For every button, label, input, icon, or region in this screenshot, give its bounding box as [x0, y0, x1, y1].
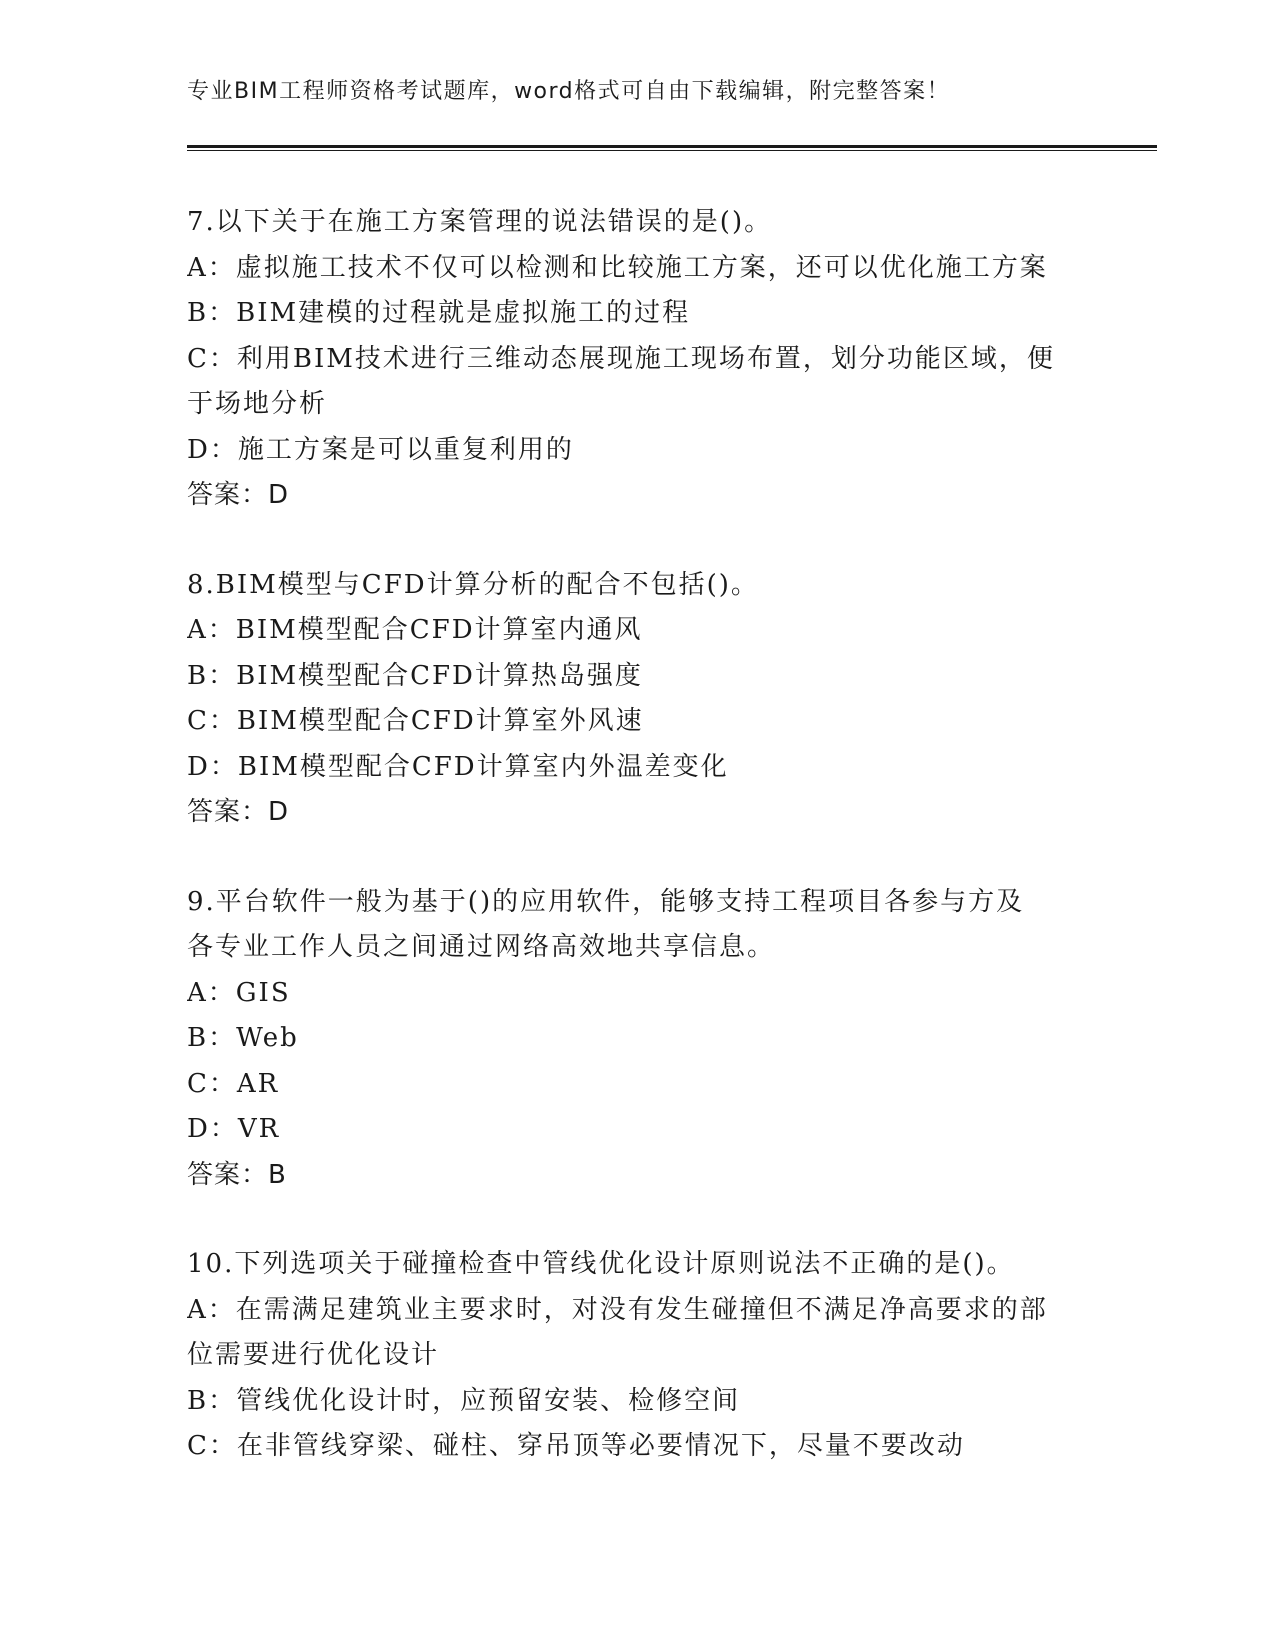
option-a: A：在需满足建筑业主要求时，对没有发生碰撞但不满足净高要求的部 — [187, 1294, 1048, 1325]
question-8 — [187, 563, 1087, 836]
option-a-continued: 位需要进行优化设计 — [187, 1340, 440, 1370]
option-b: B：BIM建模的过程就是虚拟施工的过程 — [187, 298, 691, 328]
option-a: A：虚拟施工技术不仅可以检测和比较施工方案，还可以优化施工方案 — [187, 252, 1048, 283]
question-stem: 9.平台软件一般为基于()的应用软件，能够支持工程项目各参与方及 — [187, 886, 1025, 917]
option-c: C：BIM模型配合CFD计算室外风速 — [187, 706, 644, 736]
option-b: B：Web — [187, 1023, 299, 1053]
question-7 — [187, 200, 1087, 519]
option-c: C：在非管线穿梁、碰柱、穿吊顶等必要情况下，尽量不要改动 — [187, 1431, 965, 1461]
question-10 — [187, 1242, 1087, 1470]
option-a: A：BIM模型配合CFD计算室内通风 — [187, 615, 643, 645]
option-c: C：AR — [187, 1068, 280, 1099]
option-b: B：BIM模型配合CFD计算热岛强度 — [187, 660, 643, 691]
option-d: D：BIM模型配合CFD计算室内外温差变化 — [187, 751, 729, 782]
question-stem: 10.下列选项关于碰撞检查中管线优化设计原则说法不正确的是()。 — [187, 1249, 1015, 1279]
header-rule-thick — [187, 145, 1157, 148]
answer-label: 答案：D — [187, 797, 290, 827]
question-stem: 7.以下关于在施工方案管理的说法错误的是()。 — [187, 207, 773, 237]
option-d: D：VR — [187, 1114, 281, 1144]
option-b: B：管线优化设计时，应预留安装、检修空间 — [187, 1385, 741, 1416]
option-d: D：施工方案是可以重复利用的 — [187, 434, 574, 465]
question-9 — [187, 880, 1087, 1199]
answer-label: 答案：D — [187, 480, 290, 510]
page-header: 专业BIM工程师资格考试题库，word格式可自由下载编辑，附完整答案！ — [187, 79, 951, 104]
question-stem: 8.BIM模型与CFD计算分析的配合不包括()。 — [187, 569, 759, 600]
question-list — [187, 200, 1087, 1514]
header-rule-thin — [187, 150, 1157, 151]
answer-label: 答案：B — [187, 1159, 287, 1190]
question-stem-continued: 各专业工作人员之间通过网络高效地共享信息。 — [187, 932, 776, 962]
option-c: C：利用BIM技术进行三维动态展现施工现场布置，划分功能区域，便 — [187, 343, 1055, 374]
option-c-continued: 于场地分析 — [187, 389, 328, 419]
option-a: A：GIS — [187, 977, 291, 1008]
